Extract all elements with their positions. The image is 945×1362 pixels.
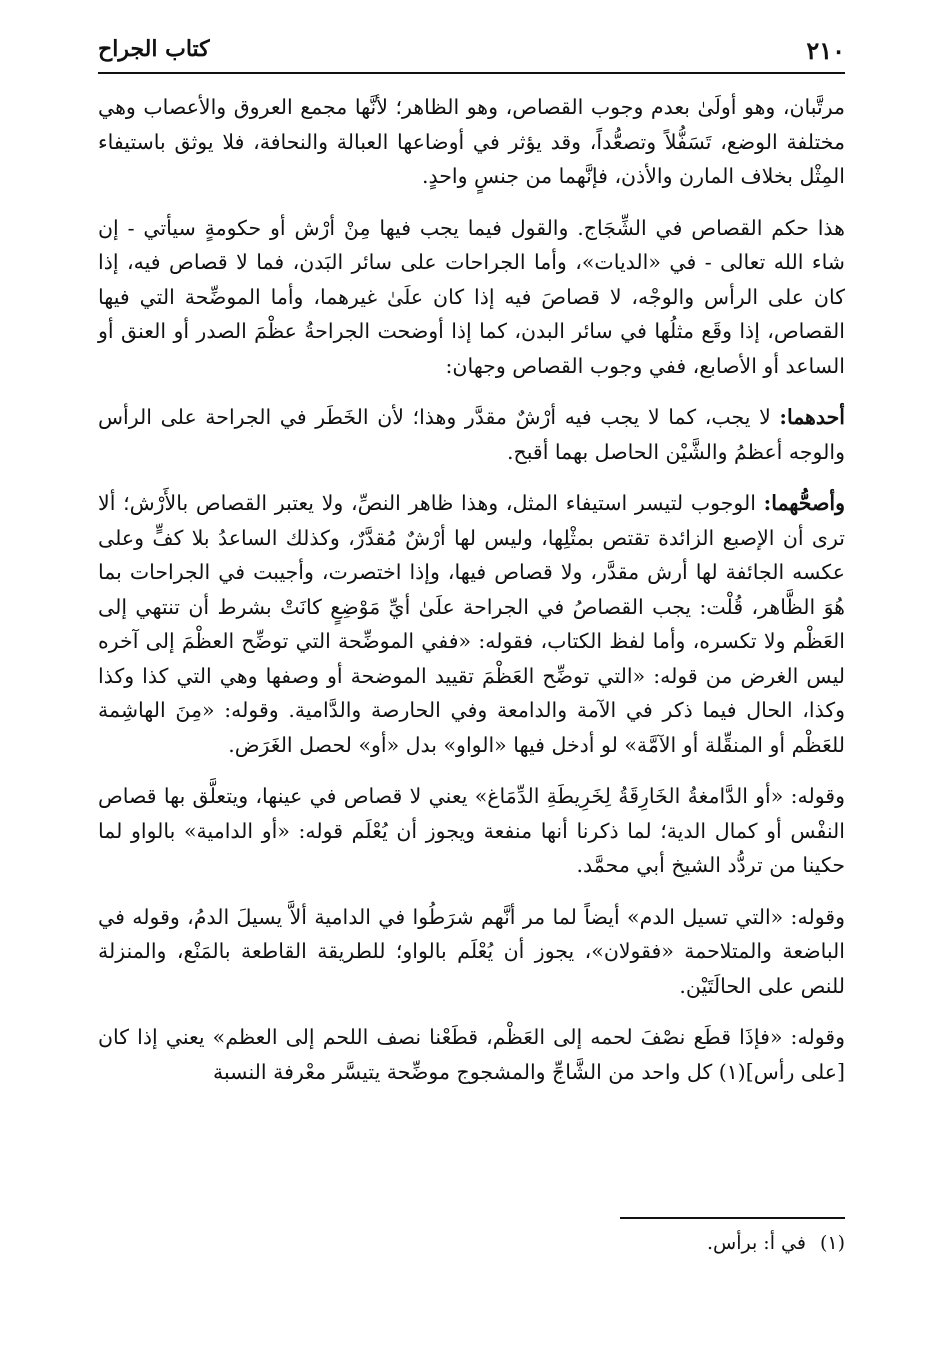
paragraph-3 — [98, 400, 845, 469]
footnote — [345, 1228, 845, 1258]
paragraph-text: وقوله: «أو الدَّامغةُ الخَارِقَةُ لِخَرِيطَةِ الدِّمَاغ» يعني لا قصاص في عينها، ويتعلَّق بها قصاص النفْس أو كمال الدية؛ لما ذكرنا أنها منفعة ويجوز أن يُعْلَم قوله: «أو الدامية» بالواو لما حكينا من تردُّد الشيخ أبي محمَّد. — [98, 784, 845, 877]
footnote-text: في أ: برأس. — [706, 1232, 806, 1254]
page-header — [98, 32, 845, 74]
paragraph-2 — [98, 211, 845, 384]
paragraph-6 — [98, 900, 845, 1004]
main-text — [98, 90, 845, 1106]
paragraph-1 — [98, 90, 845, 194]
paragraph-text: هذا حكم القصاص في الشِّجَاج. والقول فيما يجب فيها مِنْ أرْش أو حكومةٍ سيأتي - إن شاء الله تعالى - في «الديات»، وأما الجراحات على سائر البَدن، فما لا قصاص فيه، إذا كان على الرأس والوجْه، لا قصاصَ فيه إذا كان علَىٰ غيرهما، وأما الموضِّحة التي فيها القصاص، إذا وقَع مثلُها في سائر البدن، كما إذا أوضحت الجراحةُ عظْمَ الصدر أو العنق أو الساعد أو الأصابع، ففي وجوب القصاص وجهان: — [98, 215, 845, 378]
footnote-divider — [620, 1217, 845, 1219]
paragraph-5 — [98, 779, 845, 883]
paragraph-lead: أحدهما: — [779, 405, 845, 429]
paragraph-7 — [98, 1020, 845, 1089]
paragraph-4 — [98, 486, 845, 762]
running-title: كتاب الجراح — [98, 36, 210, 62]
paragraph-lead: وأصحُّهما: — [763, 491, 845, 515]
paragraph-text: لا يجب، كما لا يجب فيه أرْشٌ مقدَّر وهذا؛ لأن الخَطَر في الجراحة على الرأس والوجه أعظمُ والشَّيْن الحاصل بهما أقبح. — [98, 405, 845, 464]
footnote-number: (١) — [819, 1232, 845, 1254]
paragraph-text: مرتَّبان، وهو أولَىٰ بعدم وجوب القصاص، وهو الظاهر؛ لأنَّها مجمع العروق والأعصاب وهي مختلفة الوضع، تَسَفُّلاً وتصعُّداً، وقد يؤثر في أوضاعها العبالة والنحافة، فلا يوثق باستيفاء المِثْل بخلاف المارن والأذن، فإنَّهما من جنسٍ واحدٍ. — [98, 95, 845, 188]
paragraph-text: وقوله: «فإذَا قطَع نصْفَ لحمه إلى العَظْم، قطَعْنا نصف اللحم إلى العظم» يعني إذا كان [على رأس](١) كل واحد من الشَّاجِّ والمشجوج موضِّحة يتيسَّر معْرفة النسبة — [98, 1025, 845, 1084]
paragraph-text: الوجوب لتيسر استيفاء المثل، وهذا ظاهر النصِّ، ولا يعتبر القصاص بالأَرْش؛ ألا ترى أن الإصبع الزائدة تقتص بمثْلِها، وليس لها أرْشٌ مُقدَّرٌ، وكذلك الساعدُ بلا كفٍّ وعلى عكسه الجائفة لها أرش مقدَّر، ولا قصاص فيها، وإذا اختصرت، وأجيبت في الجراحات بما هُوَ الظَّاهر، قُلْت: يجب القصاصُ في الجراحة علَىٰ أيِّ مَوْضِعٍ كانَتْ بشرط أن تنتهي إلى العَظْم ولا تكسره، وأما لفظ الكتاب، فقوله: «ففي الموضِّحة التي توضِّح العظْمَ إلى آخره ليس الغرض من قوله: «التي توضِّح العَظْمَ تقييد الموضحة أو وصفها وهي التي كذا وكذا وكذا، الحال فيما ذكر في الآمة والدامعة وفي الحارصة والدَّامية. وقوله: «مِنَ الهاشِمة للعَظْم أو المنقِّلة أو الآمَّة» لو أدخل فيها «الواو» بدل «أو» لحصل الغَرَض. — [98, 491, 845, 757]
page-number: ٢١٠ — [806, 36, 845, 65]
paragraph-text: وقوله: «التي تسيل الدم» أيضاً لما مر أنَّهم شرَطُوا في الدامية ألاَّ يسيلَ الدمُ، وقوله في الباضعة والمتلاحمة «فقولان»، يجوز أن يُعْلَم بالواو؛ للطريقة القاطعة بالمَنْع، والمنزلة للنص على الحالَتَيْن. — [98, 904, 845, 998]
